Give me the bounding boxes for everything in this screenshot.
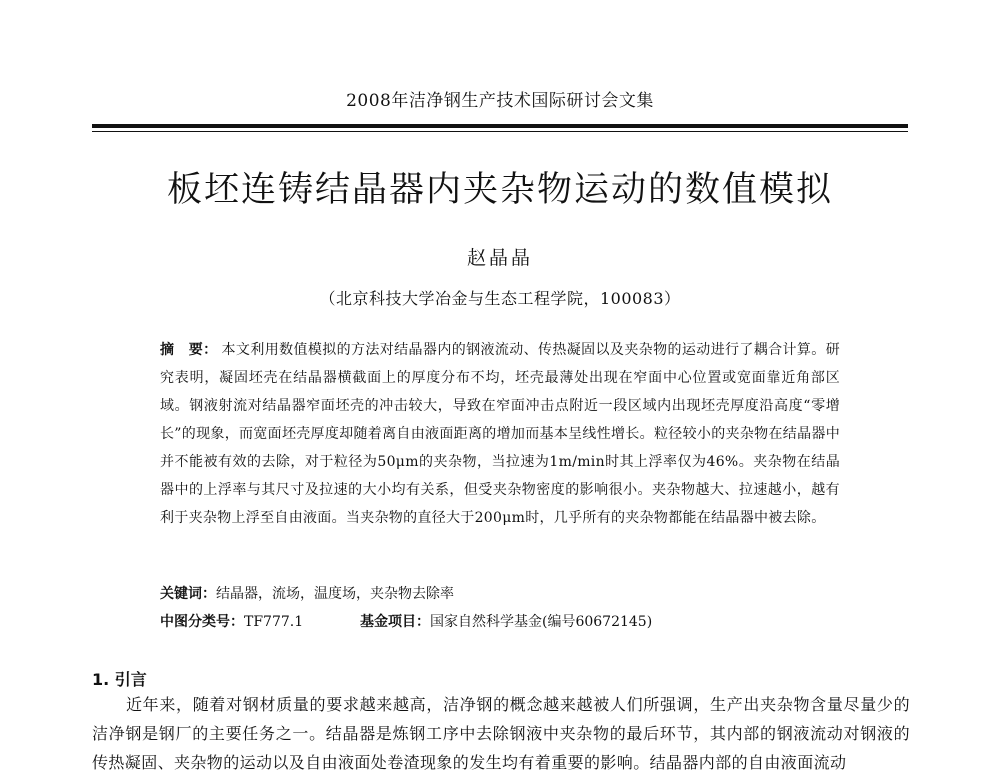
abstract-text: 本文利用数值模拟的方法对结晶器内的钢液流动、传热凝固以及夹杂物的运动进行了耦合计算。研究表明，凝固坯壳在结晶器横截面上的厚度分布不均，坯壳最薄处出现在窄面中心位置或宽面靠近角部区域。钢液射流对结晶器窄面坯壳的冲击较大，导致在窄面冲击点附近一段区域内出现坯壳厚度沿高度“零增长”的现象，而宽面坯壳厚度却随着离自由液面距离的增加而基本呈线性增长。粒径较小的夹杂物在结晶器中并不能被有效的去除，对于粒径为50μm的夹杂物，当拉速为1m/min时其上浮率仅为46%。夹杂物在结晶器中的上浮率与其尺寸及拉速的大小均有关系，但受夹杂物密度的影响很小。夹杂物越大、拉速越小，越有利于夹杂物上浮至自由液面。当夹杂物的直径大于200μm时，几乎所有的夹杂物都能在结晶器中被去除。 bbox=[160, 342, 840, 526]
running-header: 2008年洁净钢生产技术国际研讨会文集 bbox=[346, 91, 654, 111]
section-heading-introduction: 1. 引言 bbox=[92, 670, 147, 689]
paper-title: 板坯连铸结晶器内夹杂物运动的数值模拟 bbox=[166, 170, 833, 210]
header-rule-thin bbox=[92, 131, 908, 132]
fund-value: 国家自然科学基金(编号60672145) bbox=[430, 614, 653, 630]
classification-value: TF777.1 bbox=[244, 614, 304, 630]
keywords-text: 结晶器，流场，温度场，夹杂物去除率 bbox=[216, 586, 454, 602]
classification bbox=[160, 614, 303, 630]
author-name: 赵晶晶 bbox=[466, 247, 533, 269]
keywords-label: 关键词： bbox=[160, 586, 216, 602]
fund-label: 基金项目： bbox=[360, 614, 430, 630]
author-affiliation: （北京科技大学冶金与生态工程学院，100083） bbox=[319, 289, 681, 308]
header-rule-thick bbox=[92, 124, 908, 128]
section-body-introduction: 近年来，随着对钢材质量的要求越来越高，洁净钢的概念越来越被人们所强调，生产出夹杂物含量尽量少的洁净钢是钢厂的主要任务之一。结晶器是炼钢工序中去除钢液中夹杂物的最后环节，其内部的钢液流动对钢液的传热凝固、夹杂物的运动以及自由液面处卷渣现象的发生均有着重要的影响。结晶器内部的自由液面流动 bbox=[92, 695, 910, 772]
fund bbox=[360, 612, 652, 632]
keywords bbox=[160, 584, 840, 604]
classification-line bbox=[160, 612, 860, 632]
abstract-label: 摘 要： bbox=[160, 342, 218, 358]
classification-label: 中图分类号： bbox=[160, 614, 244, 630]
abstract bbox=[160, 336, 840, 532]
